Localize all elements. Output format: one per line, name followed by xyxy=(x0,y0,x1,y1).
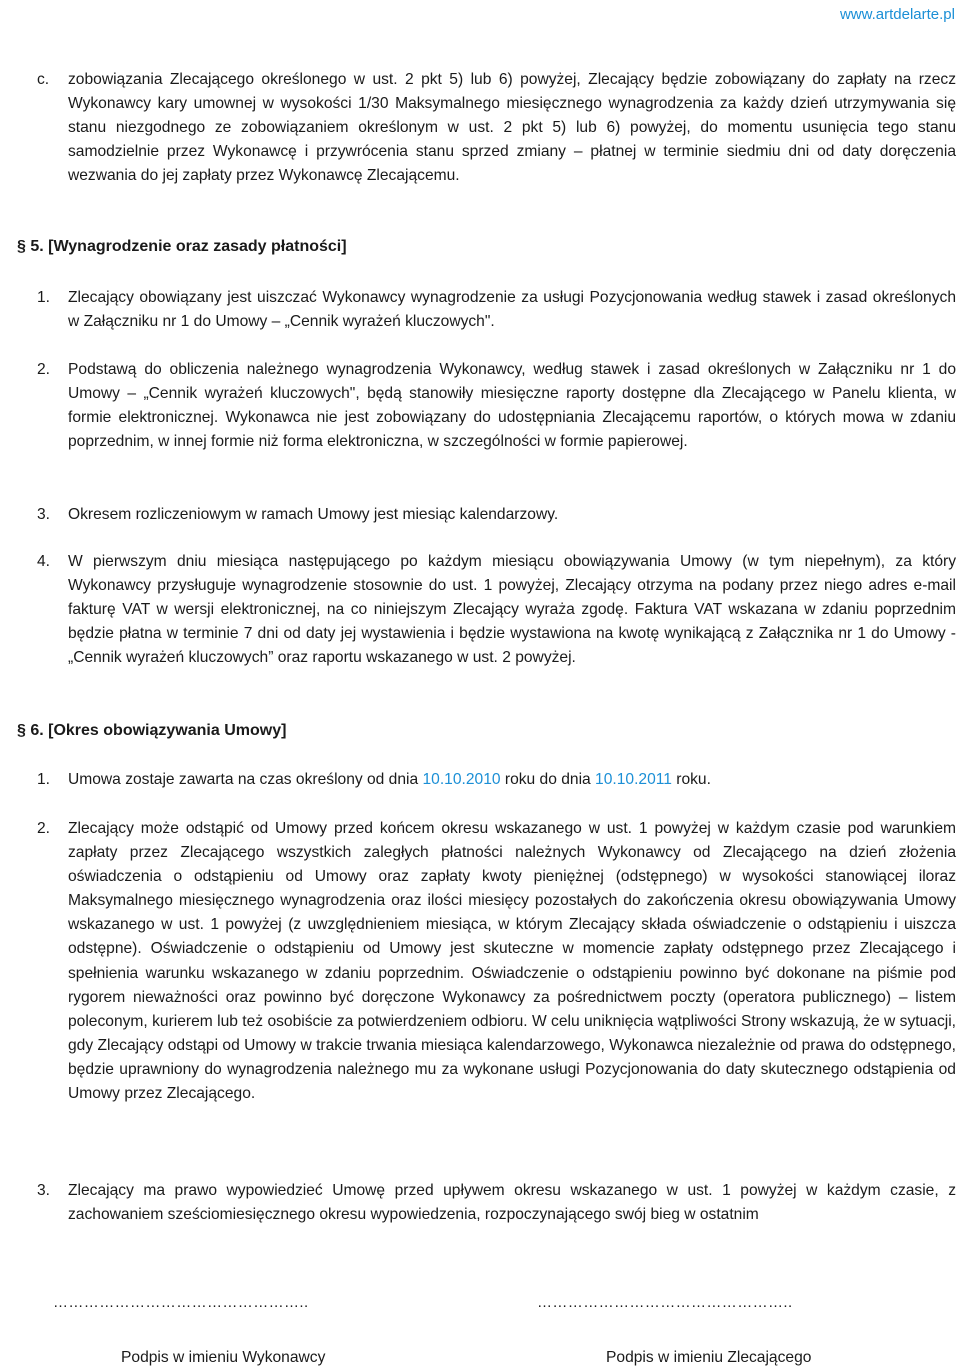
section-6-heading: § 6. [Okres obowiązywania Umowy] xyxy=(17,722,287,739)
item-text: Podstawą do obliczenia należnego wynagrodzenia Wykonawcy, według stawek i zasad określonych w Załączniku nr 1 do Umowy – „Cennik wyrażeń kluczowych", będą stanowiły miesięczne raporty dostępne dla Zlecającego w Panelu klienta, w formie elektronicznej. Wykonawca nie jest zobowiązany do udostępniania Zlecającemu raportów, o których mowa w zdaniu poprzednim, w innej formie niż forma elektroniczna, w szczególności w formie papierowej. xyxy=(68,361,956,451)
item-text: Okresem rozliczeniowym w ramach Umowy jest miesiąc kalendarzowy. xyxy=(68,506,559,523)
item-text xyxy=(68,768,956,792)
item-text-part: roku do dnia xyxy=(500,771,596,788)
item-number: 2. xyxy=(37,820,51,837)
item-text-part: roku. xyxy=(671,771,711,788)
signature-label-contractor: Podpis w imieniu Wykonawcy xyxy=(121,1349,326,1366)
signature-line-client: ………………………………………….. xyxy=(537,1294,793,1311)
signature-label-client: Podpis w imieniu Zlecającego xyxy=(606,1349,812,1366)
item-text-part: Umowa zostaje zawarta na czas określony od dnia xyxy=(68,771,423,788)
item-text: Zlecający może odstąpić od Umowy przed końcem okresu wskazanego w ust. 1 powyżej w każdym czasie pod warunkiem zapłaty przez Zlecającego wszystkich zaległych płatności należnych Wykonawcy od Zlecającego na dzień złożenia oświadczenia o odstąpieniu od Umowy oraz zapłaty kwoty pieniężnej (odstępnego) w wysokości stanowiącej iloraz Maksymalnego miesięcznego wynagrodzenia oraz ilości miesięcy pozostałych do zakończenia okresu obowiązywania Umowy wskazanego w ust. 1 powyżej (z uwzględnieniem miesiąca, w którym Zlecający składa oświadczenie o odstąpieniu i uiszcza odstępne). Oświadczenie o odstąpieniu od Umowy jest skuteczne w momencie zapłaty odstępnego przez Zlecającego i spełnienia warunku wskazanego w zdaniu poprzednim. Oświadczenie o odstąpieniu powinno być dokonane na piśmie pod rygorem nieważności oraz powinno być doręczone Wykonawcy za pośrednictwem poczty (operatora publicznego) – listem poleconym, kurierem lub też osobiście za potwierdzeniem odbioru. W celu uniknięcia wątpliwości Strony wskazują, że w sytuacji, gdy Zlecający odstąpi od Umowy w trakcie trwania miesiąca kalendarzowego, Wykonawca niezależnie od prawa do odstępnego, będzie uprawniony do wynagrodzenia należnego mu za wykonane usługi Pozycjonowania do daty skutecznego odstąpienia od Umowy przez Zlecającego. xyxy=(68,820,956,1103)
section-5-heading: § 5. [Wynagrodzenie oraz zasady płatności] xyxy=(17,238,347,255)
item-text: Zlecający obowiązany jest uiszczać Wykonawcy wynagrodzenie za usługi Pozycjonowania według stawek i zasad określonych w Załączniku nr 1 do Umowy – „Cennik wyrażeń kluczowych". xyxy=(68,289,956,331)
date-to: 10.10.2011 xyxy=(595,771,672,788)
item-number: 4. xyxy=(37,553,51,570)
item-number: 1. xyxy=(37,771,51,788)
item-text: Zlecający ma prawo wypowiedzieć Umowę przed upływem okresu wskazanego w ust. 1 powyżej w każdym czasie, z zachowaniem sześciomiesięcznego okresu wypowiedzenia, rozpoczynającego swój bieg w ostatnim xyxy=(68,1182,956,1224)
date-from: 10.10.2010 xyxy=(422,771,501,788)
section-5-item-1 xyxy=(37,286,956,334)
section-5-item-4 xyxy=(37,550,956,670)
item-text: W pierwszym dniu miesiąca następującego po każdym miesiącu obowiązywania Umowy (w tym niepełnym), za który Wykonawcy przysługuje wynagrodzenie stosownie do ust. 1 powyżej, Zlecający otrzyma na podany przez niego adres e-mail fakturę VAT w wersji elektronicznej, na co niniejszym Zlecający wyraża zgodę. Faktura VAT wskazana w zdaniu poprzednim będzie płatna w terminie 7 dni od daty jej wystawienia i będzie wystawiona na kwotę wynikającą z Załącznika nr 1 do Umowy - „Cennik wyrażeń kluczowych” oraz raportu wskazanego w ust. 2 powyżej. xyxy=(68,553,956,667)
signature-line-contractor: ………………………………………….. xyxy=(53,1294,309,1311)
item-number: 2. xyxy=(37,361,51,378)
section-6-item-1 xyxy=(37,768,956,792)
item-text: zobowiązania Zlecającego określonego w ust. 2 pkt 5) lub 6) powyżej, Zlecający będzie zobowiązany do zapłaty na rzecz Wykonawcy kary umownej w wysokości 1/30 Maksymalnego miesięcznego wynagrodzenia za każdy dzień utrzymywania się stanu niezgodnego ze zobowiązaniem określonym w ust. 2 pkt 5) lub 6) powyżej, do momentu usunięcia tego stanu samodzielnie przez Wykonawcę i przywrócenia stanu sprzed zmiany – płatnej w terminie siedmiu dni od daty doręczenia wezwania do jej zapłaty przez Wykonawcę Zlecającemu. xyxy=(68,71,956,185)
item-number: 3. xyxy=(37,1182,51,1199)
item-number: 1. xyxy=(37,289,51,306)
site-url-link[interactable]: www.artdelarte.pl xyxy=(839,6,955,23)
section-5-item-3 xyxy=(37,503,956,527)
section-5-item-2 xyxy=(37,358,956,454)
item-number: c. xyxy=(37,71,50,88)
item-number: 3. xyxy=(37,506,51,523)
list-item-c xyxy=(37,68,956,188)
section-6-item-2 xyxy=(37,817,956,1106)
section-6-item-3 xyxy=(37,1179,956,1227)
